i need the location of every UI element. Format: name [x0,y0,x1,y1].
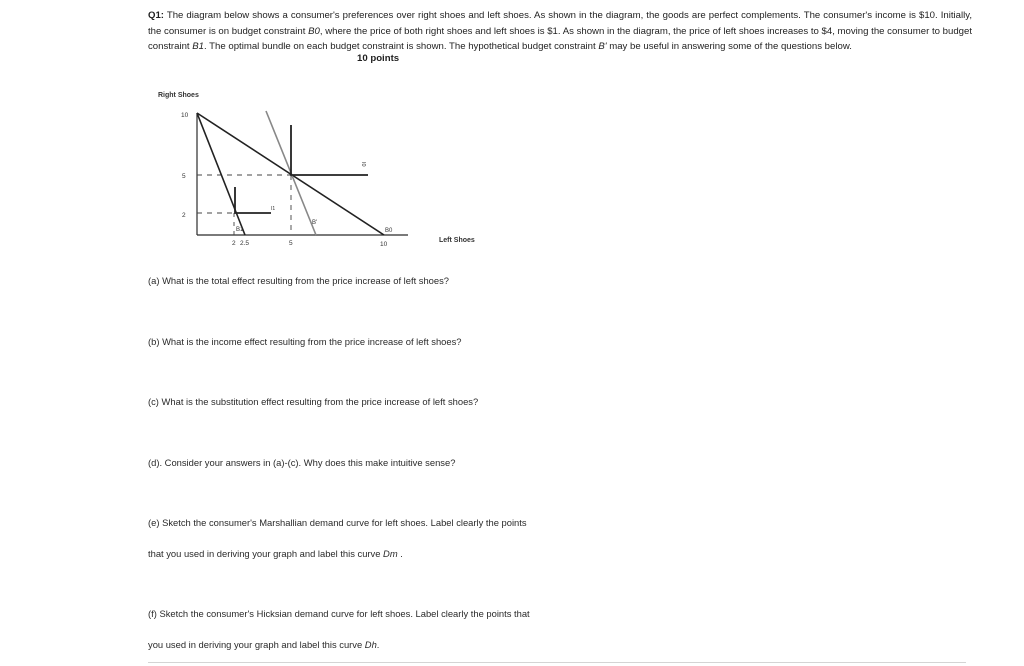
points-label: 10 points [357,53,400,64]
intro-text-3: . The optimal bundle on each budget constraint is shown. The hypothetical budget constraint [204,41,599,52]
question-part-c: (c) What is the substitution effect resulting from the price increase of left shoes? [148,396,479,407]
intro-text-1: The diagram below shows a consumer's preferences over right shoes and left shoes. As shown in the diagram, the goods are perfect complements. The consumer's income is $10. Initially, the consumer is on budget constraint [148,10,972,37]
intro-text-2: , where the price of both right shoes and left shoes is $1. As shown in the diagram, the price of left shoes increases to $4, moving the consumer to budget constraint [148,25,972,52]
part-e-curve: Dm [383,548,398,559]
x-tick-2-5: 2.5 [240,240,250,247]
label-bprime: B' [312,220,318,226]
x-tick-10: 10 [380,241,388,248]
question-part-a: (a) What is the total effect resulting from the price increase of left shoes? [148,275,450,286]
x-axis-label: Left Shoes [439,237,475,244]
question-part-e-line1: (e) Sketch the consumer's Marshallian demand curve for left shoes. Label clearly the points [148,517,527,528]
label-b1: B1 [236,227,244,233]
divider [148,662,966,663]
budget-line-b1 [197,113,245,235]
x-tick-5: 5 [289,240,293,247]
question-part-f-line1: (f) Sketch the consumer's Hicksian demand curve for left shoes. Label clearly the points that [148,608,530,619]
indifference-curve-i1 [235,187,271,213]
question-intro [148,8,972,55]
question-part-b: (b) What is the income effect resulting from the price increase of left shoes? [148,336,462,347]
part-f-end: . [376,639,380,650]
preferences-diagram [150,84,480,259]
question-label: Q1: [148,10,164,21]
intro-text-4: may be useful in answering some of the questions below. [606,41,852,52]
indifference-curve-i0 [291,125,368,175]
part-e-end: . [397,548,403,559]
y-tick-2: 2 [182,212,186,219]
y-tick-10: 10 [181,112,189,119]
question-part-f-line2 [148,639,379,650]
y-axis-label: Right Shoes [158,92,199,99]
label-i1: I1 [271,206,276,212]
intro-bprime: B' [598,41,607,52]
label-i0: I0 [360,162,366,167]
intro-b0: B0 [308,25,320,37]
part-e-text: that you used in deriving your graph and label this curve [148,548,384,559]
y-tick-5: 5 [182,173,186,180]
label-b0: B0 [385,228,393,234]
x-tick-2: 2 [232,240,236,247]
part-f-curve: Dh [364,639,377,650]
part-f-text: you used in deriving your graph and label this curve [148,639,365,650]
question-part-e-line2 [148,548,403,559]
intro-b1: B1 [192,41,205,52]
question-part-d: (d). Consider your answers in (a)-(c). Why does this make intuitive sense? [148,457,456,468]
